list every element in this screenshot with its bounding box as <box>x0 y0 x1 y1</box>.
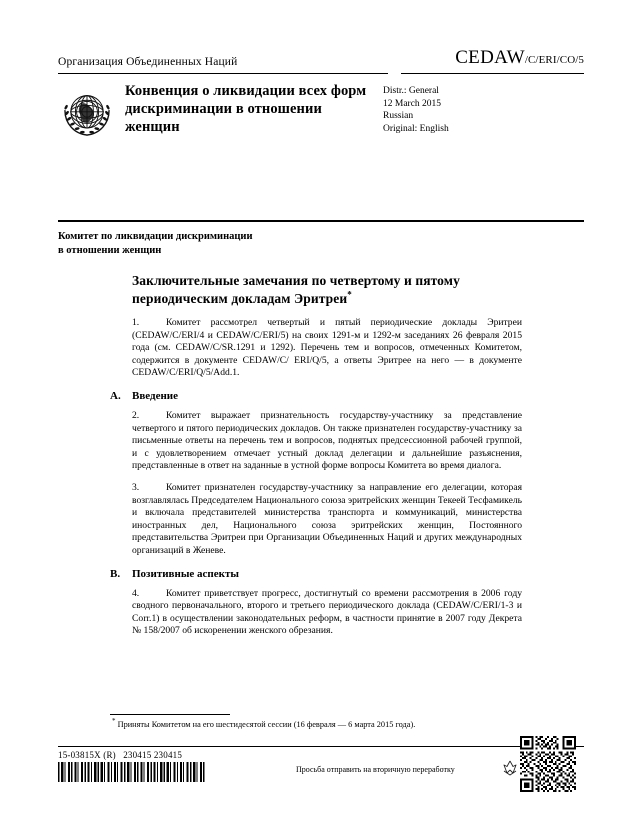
committee-name-line2: в отношении женщин <box>58 245 162 256</box>
masthead-rules <box>58 73 584 74</box>
section-a-heading <box>110 389 522 404</box>
document-symbol <box>455 48 584 70</box>
section-a <box>110 389 522 558</box>
distribution-block <box>375 82 553 147</box>
distribution-original: Original: English <box>383 123 449 134</box>
footnote-text: Приняты Комитетом на его шестидесятой сессии (16 февраля — 6 марта 2015 года). <box>117 720 416 729</box>
distribution-type: Distr.: General <box>383 86 439 96</box>
document-symbol-suffix: /C/ERI/CO/5 <box>524 54 584 66</box>
footnote <box>112 719 532 730</box>
masthead-top-row <box>58 48 584 70</box>
paragraph-3-number: 3. <box>132 481 140 493</box>
footnote-separator-rule <box>110 714 230 715</box>
paragraph-4-text: Комитет приветствует прогресс, достигнутый со времени рассмотрения в 2006 году сводного первоначального, второго и третьего периодического доклада (CEDAW/C/ERI/1-3 и Corr.1) в осуществлении законодательных реформ, в частности принятие в 2007 году Декрета № 158/2007 об искоренении женского обрезания. <box>132 587 522 637</box>
distribution-date: 12 March 2015 <box>383 98 442 109</box>
un-emblem-container <box>58 82 122 147</box>
section-b-label: Позитивные аспекты <box>132 567 239 580</box>
footnote-marker: * <box>112 717 116 726</box>
job-number <box>58 750 182 760</box>
page-title-footnote-marker: * <box>347 289 352 299</box>
qr-code <box>520 736 576 792</box>
document-symbol-main: CEDAW <box>455 47 525 68</box>
paragraph-3-text: Комитет признателен государству-участнику за направление его делегации, которая возглавлялась Председателем Национального союза эритрейских женщин Текеей Тесфамикель и включала представителей министерства транспорта и коммуникаций, министерства иностранных дел, Национального союза эритрейских женщин, Постоянного представительства Эритреи при Организации Объединенных Наций и других международных организаций в Женеве. <box>132 481 522 556</box>
paragraph-1-number: 1. <box>132 317 140 328</box>
paragraph-1-text: Комитет рассмотрел четвертый и пятый периодические доклады Эритреи (CEDAW/C/ERI/4 и CEDAW/C/ERI/5) на своих 1291-м и 1292-м заседаниях 26 февраля 2015 года (см. CEDAW/C/SR.1291 и 1292). Перечень тем и вопросов, отмеченных Комитетом, содержится в документе CEDAW/C/ ERI/Q/5, а ответы Эритрее на него — в документе CEDAW/C/ERI/Q/5/Add.1. <box>132 317 522 379</box>
paragraph-3 <box>132 482 522 558</box>
masthead-rule-right <box>401 73 584 74</box>
convention-title: Конвенция о ликвидации всех форм дискриминации в отношении женщин <box>125 83 367 135</box>
committee-name-line1: Комитет по ликвидации дискриминации <box>58 231 253 242</box>
job-number-code: 15-03815X (R) <box>58 750 116 760</box>
paragraph-2 <box>132 410 522 473</box>
section-a-letter: A. <box>110 389 121 402</box>
paragraph-1 <box>132 317 522 380</box>
un-emblem-icon <box>58 84 116 142</box>
masthead-body-row <box>58 82 584 147</box>
recycle-icon <box>500 758 520 778</box>
paragraph-2-text: Комитет выражает признательность государству-участнику за представление четвертого и пятого периодических докладов. Он также признателен государству-участнику за письменные ответы на перечень тем и вопросов, поднятых предсессионной рабочей группой, и с удовлетворением отмечает устный доклад делегации и дальнейшие разъяснения, представленные в ответ на заданные в устной форме вопросы Комитета во время диалога. <box>132 409 522 472</box>
page-title-text: Заключительные замечания по четвертому и пятому периодическим докладам Эритреи <box>132 273 460 306</box>
masthead <box>58 48 584 147</box>
page-title <box>132 272 522 307</box>
section-b <box>110 567 522 638</box>
recycle-note: Просьба отправить на вторичную переработку <box>296 765 455 774</box>
body-separator-rule <box>58 220 584 222</box>
section-b-letter: B. <box>110 567 121 580</box>
distribution-language: Russian <box>383 111 414 121</box>
paragraph-4-number: 4. <box>132 587 140 599</box>
paragraph-2-number: 2. <box>132 409 140 421</box>
section-a-label: Введение <box>132 389 179 402</box>
masthead-rule-left <box>58 73 388 74</box>
barcode <box>58 762 206 782</box>
section-b-heading <box>110 567 522 582</box>
job-number-dates: 230415 230415 <box>123 750 183 760</box>
committee-name <box>58 230 458 258</box>
paragraph-4 <box>132 588 522 638</box>
organization-name: Организация Объединенных Наций <box>58 56 238 68</box>
footer-separator-rule <box>58 746 584 747</box>
document-content <box>110 272 522 647</box>
